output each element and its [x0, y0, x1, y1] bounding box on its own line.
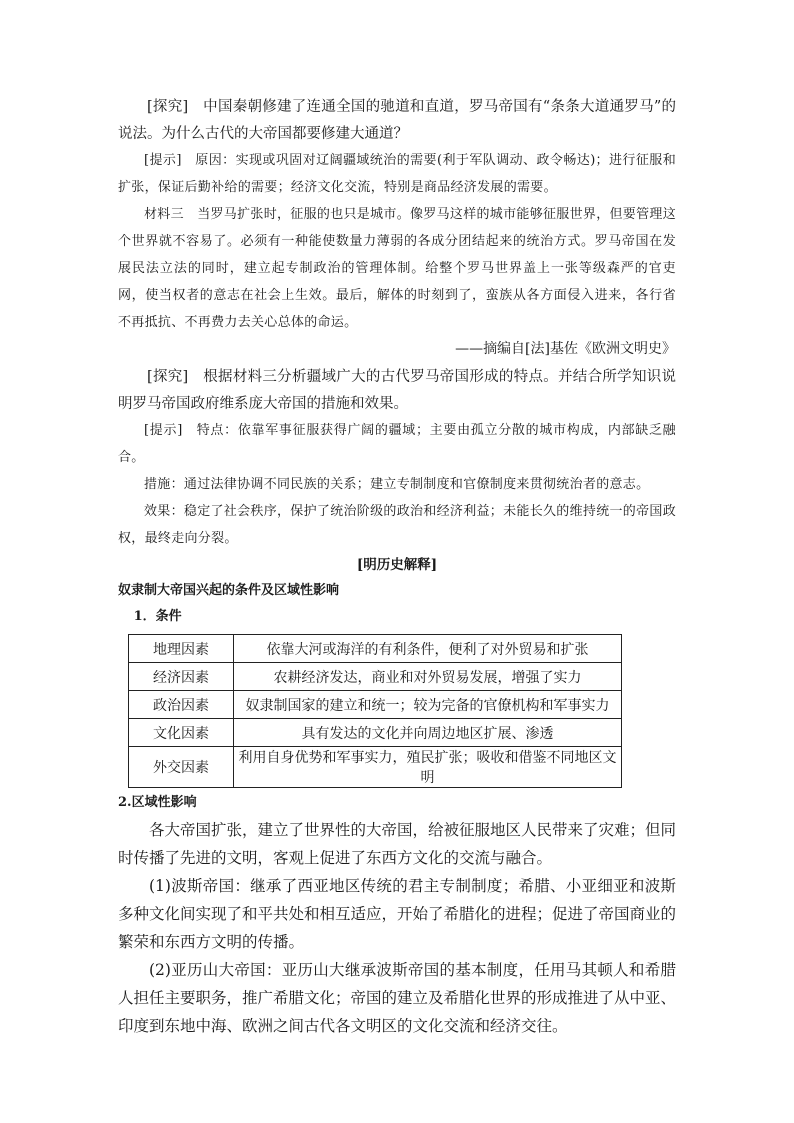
- table-row: [129, 691, 622, 719]
- material-source: ——摘编自[法]基佐《欧洲文明史》: [455, 341, 676, 357]
- factor-name: 文化因素: [129, 719, 234, 747]
- table-row: [129, 635, 622, 663]
- factor-desc: 具有发达的文化并向周边地区扩展、渗透: [234, 719, 622, 747]
- hint-label: [提示]: [144, 153, 182, 168]
- explore-label: [探究]: [147, 369, 189, 385]
- hint-measures: 措施：通过法律协调不同民族的关系；建立专制制度和官僚制度来贯彻统治者的意志。: [144, 477, 650, 492]
- table-row: [129, 663, 622, 691]
- document-page: [118, 94, 676, 1040]
- factor-name: 地理因素: [129, 635, 234, 663]
- impact-persia: (1)波斯帝国：继承了西亚地区传统的君主专制制度；希腊、小亚细亚和波斯多种文化间实现了和平共处和相互适应，开始了希腊化的进程；促进了帝国商业的繁荣和东西方文明的传播。: [118, 877, 677, 951]
- hint-text: 原因：实现或巩固对辽阔疆域统治的需要(利于军队调动、政令畅达)；进行征服和扩张，保证后勤补给的需要；经济文化交流，特别是商品经济发展的需要。: [118, 153, 676, 195]
- table-row: [129, 719, 622, 747]
- explore-question-2: [118, 364, 676, 417]
- hint-label: [提示]: [144, 423, 183, 438]
- factor-name: 经济因素: [129, 663, 234, 691]
- hint-text: 特点：依靠军事征服获得广阔的疆域；主要由孤立分散的城市构成，内部缺乏融合。: [118, 423, 676, 465]
- impact-heading: 2.区域性影响: [118, 795, 197, 810]
- hint-answer-1: [118, 147, 676, 201]
- factor-name: 政治因素: [129, 691, 234, 719]
- explore-text: 中国秦朝修建了连通全国的驰道和直道，罗马帝国有“条条大道通罗马”的说法。为什么古代的大帝国都要修建大通道？: [118, 99, 677, 142]
- explain-subtitle: 奴隶制大帝国兴起的条件及区域性影响: [118, 583, 340, 598]
- table-row: [129, 747, 622, 788]
- explore-question-1: [118, 94, 676, 147]
- factor-name: 外交因素: [129, 747, 234, 788]
- factor-desc: 奴隶制国家的建立和统一；较为完备的官僚机构和军事实力: [234, 691, 622, 719]
- factor-desc: 农耕经济发达，商业和对外贸易发展，增强了实力: [234, 663, 622, 691]
- conditions-heading: 1．条件: [133, 609, 182, 624]
- conditions-table: [128, 634, 622, 788]
- material-three: 材料三 当罗马扩张时，征服的也只是城市。像罗马这样的城市能够征服世界，但要管理这个世界就不容易了。必须有一种能使数量力薄弱的各成分团结起来的统治方式。罗马帝国在发展民法立法的同时，建立起专制政治的管理体制。给整个罗马世界盖上一张等级森严的官吏网，使当权者的意志在社会上生效。最后，解体的时刻到了，蛮族从各方面侵入进来，各行省不再抵抗、不再费力去关心总体的命运。: [118, 207, 677, 330]
- explore-label: [探究]: [147, 99, 189, 115]
- impact-alexander: (2)亚历山大帝国：亚历山大继承波斯帝国的基本制度，任用马其顿人和希腊人担任主要职务，推广希腊文化；帝国的建立及希腊化世界的形成推进了从中亚、印度到东地中海、欧洲之间古代各文明区的文化交流和经济交往。: [118, 961, 677, 1035]
- explore-text: 根据材料三分析疆域广大的古代罗马帝国形成的特点。并结合所学知识说明罗马帝国政府维系庞大帝国的措施和效果。: [118, 369, 677, 412]
- explain-title: [明历史解释]: [356, 557, 438, 573]
- factor-desc: 利用自身优势和军事实力，殖民扩张；吸收和借鉴不同地区文明: [234, 747, 622, 788]
- factor-desc: 依靠大河或海洋的有利条件，便利了对外贸易和扩张: [234, 635, 622, 663]
- hint-effect: 效果：稳定了社会秩序，保护了统治阶级的政治和经济利益；未能长久的维持统一的帝国政权，最终走向分裂。: [118, 504, 677, 546]
- impact-paragraph: 各大帝国扩张，建立了世界性的大帝国，给被征服地区人民带来了灾难；但同时传播了先进的文明，客观上促进了东西方文化的交流与融合。: [118, 821, 677, 867]
- hint-answer-2: [118, 417, 676, 471]
